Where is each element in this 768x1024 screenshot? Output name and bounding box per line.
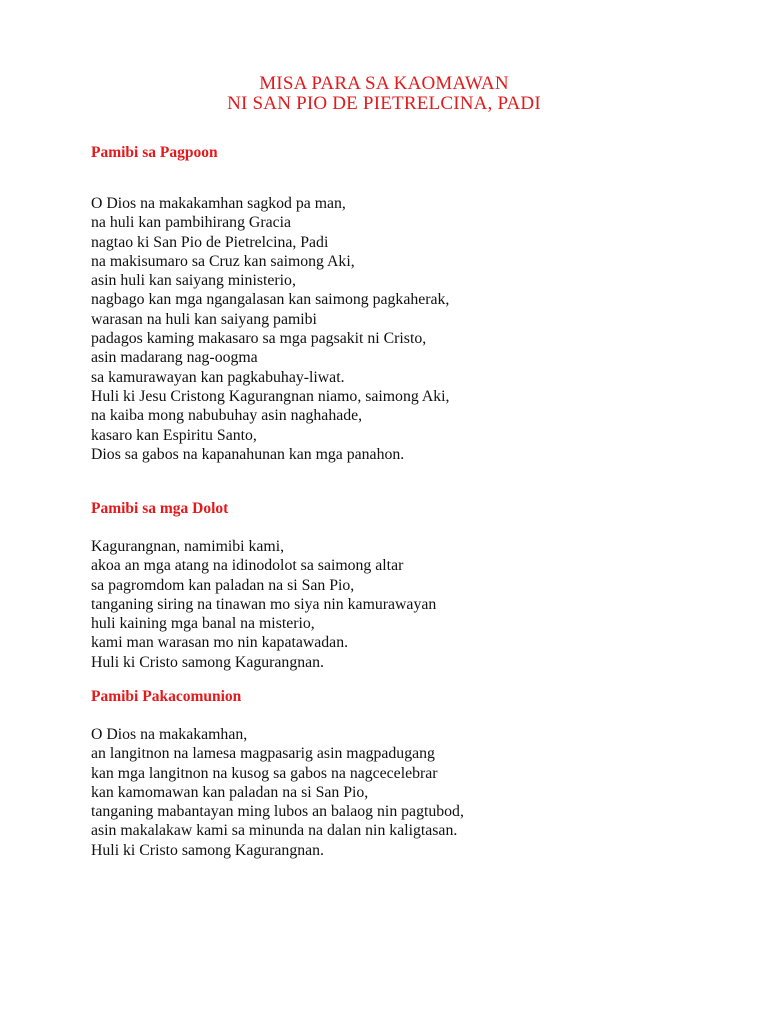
- prayer-line: na makisumaro sa Cruz kan saimong Aki,: [91, 252, 355, 270]
- prayer-line: Kagurangnan, namimibi kami,: [91, 538, 285, 555]
- section-heading-dolot: Pamibi sa mga Dolot: [91, 500, 229, 517]
- prayer-line: padagos kaming makasaro sa mga pagsakit ni Cristo,: [91, 330, 427, 348]
- prayer-line: na huli kan pambihirang Gracia: [91, 214, 292, 232]
- prayer-line: Huli ki Cristo samong Kagurangnan.: [91, 653, 324, 671]
- prayer-line: O Dios na makakamhan,: [91, 726, 248, 743]
- prayer-line: kan kamomawan kan paladan na si San Pio,: [91, 783, 369, 801]
- prayer-line: Huli ki Jesu Cristong Kagurangnan niamo, saimong Aki,: [91, 387, 450, 405]
- prayer-line: kasaro kan Espiritu Santo,: [91, 426, 257, 444]
- prayer-line: O Dios na makakamhan sagkod pa man,: [91, 195, 346, 212]
- prayer-line: sa pagromdom kan paladan na si San Pio,: [91, 576, 355, 594]
- prayer-pagpoon: [91, 194, 449, 464]
- section-heading-pagpoon: Pamibi sa Pagpoon: [91, 144, 218, 161]
- prayer-line: kan mga langitnon na kusog sa gabos na nagcecelebrar: [91, 764, 438, 782]
- prayer-line: huli kaining mga banal na misterio,: [91, 615, 315, 633]
- prayer-line: akoa an mga atang na idinodolot sa saimong altar: [91, 557, 404, 575]
- prayer-pakacomunion: [91, 725, 464, 860]
- prayer-line: tanganing siring na tinawan mo siya nin kamurawayan: [91, 595, 437, 613]
- prayer-line: na kaiba mong nabubuhay asin naghahade,: [91, 407, 363, 425]
- prayer-line: tanganing mabantayan ming lubos an balaog nin pagtubod,: [91, 803, 464, 821]
- prayer-line: nagbago kan mga ngangalasan kan saimong pagkaherak,: [91, 291, 450, 309]
- prayer-line: warasan na huli kan saiyang pamibi: [91, 310, 317, 328]
- prayer-line: sa kamurawayan kan pagkabuhay-liwat.: [91, 368, 345, 386]
- document-title-line-2: NI SAN PIO DE PIETRELCINA, PADI: [227, 93, 541, 114]
- prayer-line: asin madarang nag-oogma: [91, 349, 258, 367]
- prayer-dolot: [91, 537, 436, 672]
- prayer-line: an langitnon na lamesa magpasarig asin magpadugang: [91, 745, 435, 763]
- prayer-line: Huli ki Cristo samong Kagurangnan.: [91, 841, 324, 859]
- document-title-line-1: MISA PARA SA KAOMAWAN: [259, 73, 509, 94]
- prayer-line: nagtao ki San Pio de Pietrelcina, Padi: [91, 233, 329, 251]
- prayer-line: Dios sa gabos na kapanahunan kan mga panahon.: [91, 445, 405, 463]
- prayer-line: asin huli kan saiyang ministerio,: [91, 272, 296, 290]
- prayer-line: asin makalakaw kami sa minunda na dalan nin kaligtasan.: [91, 822, 458, 840]
- section-heading-pakacomunion: Pamibi Pakacomunion: [91, 688, 242, 705]
- prayer-line: kami man warasan mo nin kapatawadan.: [91, 634, 349, 652]
